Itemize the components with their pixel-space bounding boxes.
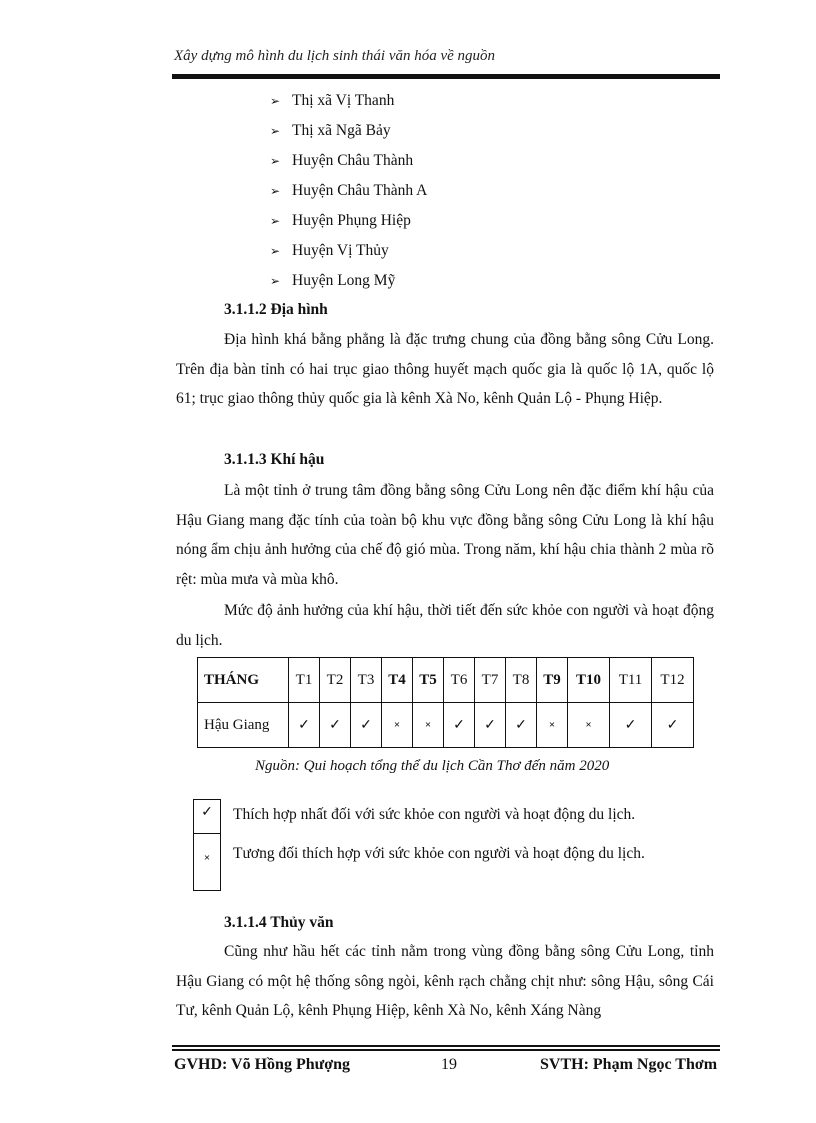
footer-student: SVTH: Phạm Ngọc Thơm (540, 1056, 718, 1073)
arrow-bullet-icon: ➢ (270, 94, 281, 108)
list-item: ➢ Huyện Châu Thành (270, 146, 427, 176)
list-item: ➢ Huyện Châu Thành A (270, 176, 427, 206)
heading-hydrology: 3.1.1.4 Thủy văn (224, 914, 334, 931)
mark-cell: ✓ (652, 703, 694, 748)
month-cell: T8 (506, 658, 537, 703)
month-cell: T4 (382, 658, 413, 703)
arrow-bullet-icon: ➢ (270, 274, 281, 288)
arrow-bullet-icon: ➢ (270, 214, 281, 228)
month-cell: T1 (289, 658, 320, 703)
month-cell: T10 (568, 658, 610, 703)
table-row (198, 703, 694, 748)
arrow-bullet-icon: ➢ (270, 154, 281, 168)
list-item: ➢ Thị xã Vị Thanh (270, 86, 427, 116)
header-rule (172, 74, 720, 79)
legend-divider (194, 833, 220, 834)
month-cell: T3 (351, 658, 382, 703)
month-cell: T9 (537, 658, 568, 703)
month-cell: T2 (320, 658, 351, 703)
mark-cell: ✓ (506, 703, 537, 748)
mark-cell: ✓ (289, 703, 320, 748)
list-item: ➢ Thị xã Ngã Bảy (270, 116, 427, 146)
month-cell: T12 (652, 658, 694, 703)
month-cell: T11 (610, 658, 652, 703)
footer-advisor: GVHD: Võ Hồng Phượng (174, 1056, 350, 1073)
mark-cell: × (568, 703, 610, 748)
footer-rule (172, 1045, 720, 1047)
header-cell-month: THÁNG (198, 658, 289, 703)
mark-cell: ✓ (444, 703, 475, 748)
legend-check-text: Thích hợp nhất đối với sức khỏe con người và hoạt động du lịch. (233, 806, 636, 823)
check-icon: ✓ (201, 805, 213, 820)
arrow-bullet-icon: ➢ (270, 184, 281, 198)
list-item: ➢ Huyện Vị Thủy (270, 236, 427, 266)
month-cell: T6 (444, 658, 475, 703)
month-cell: T7 (475, 658, 506, 703)
paragraph-climate-impact: Mức độ ảnh hưởng của khí hậu, thời tiết đến sức khỏe con người và hoạt động du lịch. (176, 602, 714, 649)
heading-terrain: 3.1.1.2 Địa hình (224, 301, 328, 318)
paragraph-climate: Là một tỉnh ở trung tâm đồng bằng sông Cửu Long nên đặc điểm khí hậu của Hậu Giang mang đặc tính của toàn bộ khu vực đồng bằng sông Cửu Long là khí hậu nóng ẩm chịu ảnh hưởng của chế độ gió mùa. Trong năm, khí hậu chia thành 2 mùa rõ rệt: mùa mưa và mùa khô. (176, 482, 714, 588)
table-source: Nguồn: Qui hoạch tổng thể du lịch Cần Thơ đến năm 2020 (255, 758, 610, 774)
footer-rule (172, 1049, 720, 1051)
mark-cell: × (382, 703, 413, 748)
mark-cell: ✓ (351, 703, 382, 748)
table-header-row (198, 658, 694, 703)
list-item: ➢ Huyện Phụng Hiệp (270, 206, 427, 236)
legend-symbol-box (193, 799, 221, 891)
mark-cell: × (537, 703, 568, 748)
arrow-bullet-icon: ➢ (270, 124, 281, 138)
list-item: ➢ Huyện Long Mỹ (270, 266, 427, 296)
paragraph-terrain: Địa hình khá bằng phẳng là đặc trưng chung của đồng bằng sông Cửu Long. Trên địa bàn tỉnh có hai trục giao thông huyết mạch quốc gia là quốc lộ 1A, quốc lộ 61; trục giao thông thủy quốc gia là kênh Xà No, kênh Quản Lộ - Phụng Hiệp. (176, 331, 714, 407)
heading-climate: 3.1.1.3 Khí hậu (224, 451, 325, 468)
mark-cell: ✓ (475, 703, 506, 748)
header-title: Xây dựng mô hình du lịch sinh thái văn hóa về nguồn (174, 48, 496, 64)
month-cell: T5 (413, 658, 444, 703)
mark-cell: ✓ (610, 703, 652, 748)
mark-cell: × (413, 703, 444, 748)
district-list (270, 86, 427, 296)
page-number: 19 (441, 1056, 457, 1073)
cross-icon: × (203, 852, 211, 864)
legend-cross-text: Tương đối thích hợp với sức khỏe con người và hoạt động du lịch. (233, 845, 645, 862)
paragraph-hydrology: Cũng như hầu hết các tỉnh nằm trong vùng đồng bằng sông Cửu Long, tỉnh Hậu Giang có một hệ thống sông ngòi, kênh rạch chằng chịt như: sông Hậu, sông Cái Tư, kênh Quản Lộ, kênh Phụng Hiệp, kênh Xà No, kênh Xáng Nàng (176, 943, 714, 1019)
row-label-cell: Hậu Giang (198, 703, 289, 748)
arrow-bullet-icon: ➢ (270, 244, 281, 258)
mark-cell: ✓ (320, 703, 351, 748)
climate-table (197, 657, 694, 748)
